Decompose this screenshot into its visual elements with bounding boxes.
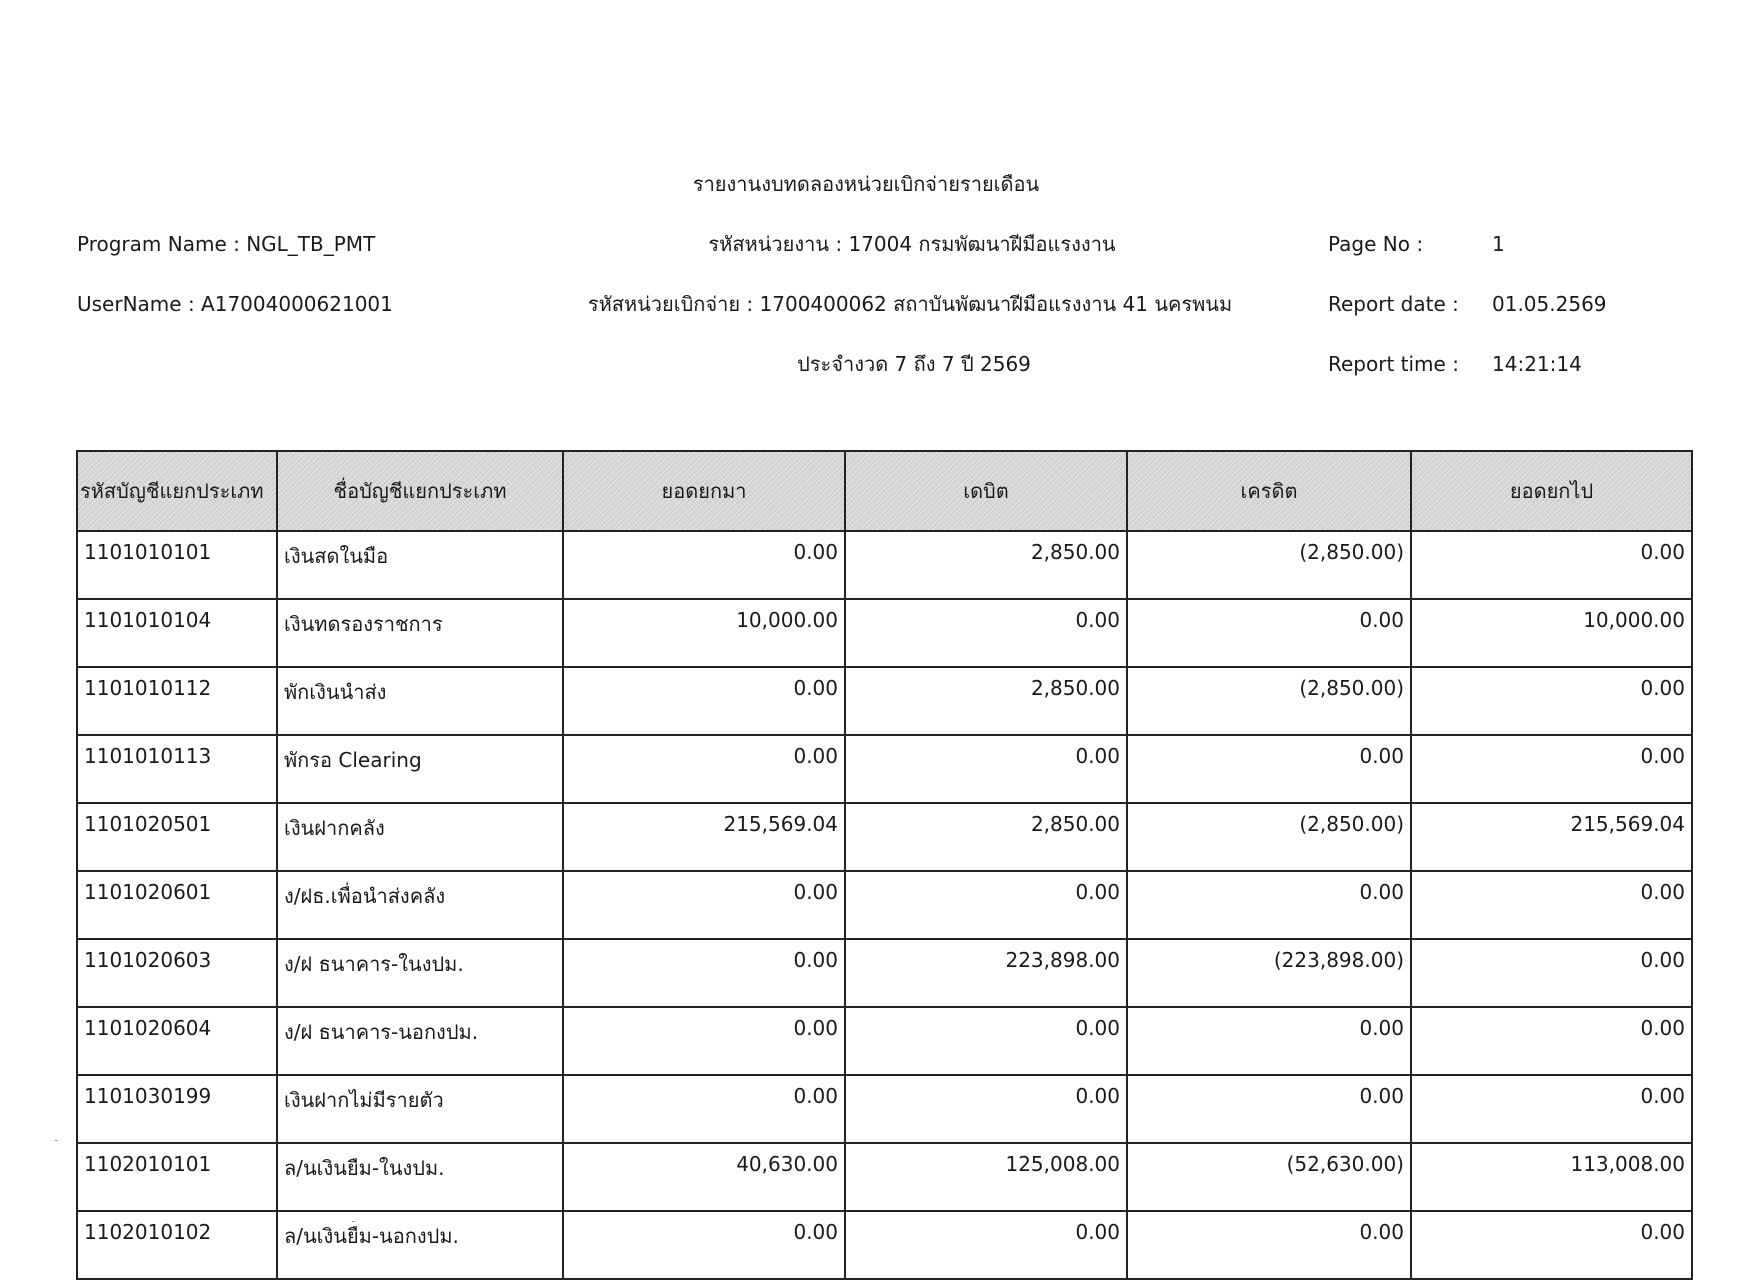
report-date-label: Report date : <box>1328 292 1459 316</box>
account-code: 1102010101 <box>77 1143 277 1211</box>
account-code: 1101010113 <box>77 735 277 803</box>
carried-forward: 0.00 <box>1411 531 1692 599</box>
debit: 0.00 <box>845 1075 1127 1143</box>
account-name: พักเงินนำส่ง <box>277 667 563 735</box>
carried-forward: 0.00 <box>1411 1211 1692 1279</box>
header-account-code: รหัสบัญชีแยกประเภท <box>77 451 277 531</box>
brought-forward: 0.00 <box>563 667 845 735</box>
account-name: ง/ฝ ธนาคาร-ในงปม. <box>277 939 563 1007</box>
carried-forward: 0.00 <box>1411 871 1692 939</box>
header-debit: เดบิต <box>845 451 1127 531</box>
table-header-row <box>77 451 1692 531</box>
header-brought-forward: ยอดยกมา <box>563 451 845 531</box>
account-name: เงินฝากไม่มีรายตัว <box>277 1075 563 1143</box>
table-row <box>77 939 1692 1007</box>
credit: (2,850.00) <box>1127 531 1411 599</box>
report-title: รายงานงบทดลองหน่วยเบิกจ่ายรายเดือน <box>692 172 1040 196</box>
trial-balance-table <box>76 450 1693 1280</box>
debit: 0.00 <box>845 735 1127 803</box>
credit: 0.00 <box>1127 871 1411 939</box>
debit: 2,850.00 <box>845 667 1127 735</box>
page-no-value: 1 <box>1492 232 1505 256</box>
account-code: 1102010102 <box>77 1211 277 1279</box>
agency-code: รหัสหน่วยงาน : 17004 กรมพัฒนาฝีมือแรงงาน <box>708 232 1116 256</box>
table-row <box>77 531 1692 599</box>
credit: (2,850.00) <box>1127 803 1411 871</box>
table-row <box>77 1007 1692 1075</box>
account-code: 1101010101 <box>77 531 277 599</box>
table-row <box>77 599 1692 667</box>
account-name: ง/ฝธ.เพื่อนำส่งคลัง <box>277 871 563 939</box>
account-code: 1101010112 <box>77 667 277 735</box>
brought-forward: 10,000.00 <box>563 599 845 667</box>
brought-forward: 0.00 <box>563 1007 845 1075</box>
account-code: 1101010104 <box>77 599 277 667</box>
brought-forward: 0.00 <box>563 871 845 939</box>
user-name: UserName : A17004000621001 <box>77 292 393 316</box>
header-account-name: ชื่อบัญชีแยกประเภท <box>277 451 563 531</box>
header-carried-forward: ยอดยกไป <box>1411 451 1692 531</box>
carried-forward: 0.00 <box>1411 1075 1692 1143</box>
debit: 0.00 <box>845 871 1127 939</box>
scan-speck <box>352 1221 355 1222</box>
credit: (223,898.00) <box>1127 939 1411 1007</box>
account-name: พักรอ Clearing <box>277 735 563 803</box>
account-code: 1101020604 <box>77 1007 277 1075</box>
debit: 2,850.00 <box>845 803 1127 871</box>
account-name: ล/นเงินยืม-นอกงปม. <box>277 1211 563 1279</box>
debit: 0.00 <box>845 1211 1127 1279</box>
carried-forward: 0.00 <box>1411 1007 1692 1075</box>
carried-forward: 215,569.04 <box>1411 803 1692 871</box>
table-row <box>77 871 1692 939</box>
account-code: 1101020501 <box>77 803 277 871</box>
credit: 0.00 <box>1127 735 1411 803</box>
table-row <box>77 735 1692 803</box>
credit: (2,850.00) <box>1127 667 1411 735</box>
page-no-label: Page No : <box>1328 232 1424 256</box>
carried-forward: 0.00 <box>1411 735 1692 803</box>
credit: 0.00 <box>1127 1007 1411 1075</box>
table-row <box>77 1211 1692 1279</box>
account-code: 1101020601 <box>77 871 277 939</box>
report-period: ประจำงวด 7 ถึง 7 ปี 2569 <box>797 352 1031 376</box>
brought-forward: 215,569.04 <box>563 803 845 871</box>
brought-forward: 0.00 <box>563 531 845 599</box>
table-row <box>77 1143 1692 1211</box>
scan-speck <box>55 1140 58 1141</box>
header-credit: เครดิต <box>1127 451 1411 531</box>
brought-forward: 0.00 <box>563 1211 845 1279</box>
carried-forward: 113,008.00 <box>1411 1143 1692 1211</box>
credit: 0.00 <box>1127 1075 1411 1143</box>
carried-forward: 0.00 <box>1411 939 1692 1007</box>
account-name: ล/นเงินยืม-ในงปม. <box>277 1143 563 1211</box>
report-date-value: 01.05.2569 <box>1492 292 1607 316</box>
debit: 2,850.00 <box>845 531 1127 599</box>
account-name: เงินสดในมือ <box>277 531 563 599</box>
debit: 0.00 <box>845 599 1127 667</box>
disbursing-unit: รหัสหน่วยเบิกจ่าย : 1700400062 สถาบันพัฒนาฝีมือแรงงาน 41 นครพนม <box>587 292 1233 316</box>
account-name: ง/ฝ ธนาคาร-นอกงปม. <box>277 1007 563 1075</box>
debit: 125,008.00 <box>845 1143 1127 1211</box>
account-code: 1101030199 <box>77 1075 277 1143</box>
credit: 0.00 <box>1127 1211 1411 1279</box>
program-name: Program Name : NGL_TB_PMT <box>77 232 376 256</box>
debit: 0.00 <box>845 1007 1127 1075</box>
brought-forward: 0.00 <box>563 939 845 1007</box>
table-row <box>77 1075 1692 1143</box>
brought-forward: 0.00 <box>563 735 845 803</box>
account-name: เงินฝากคลัง <box>277 803 563 871</box>
credit: (52,630.00) <box>1127 1143 1411 1211</box>
carried-forward: 10,000.00 <box>1411 599 1692 667</box>
brought-forward: 0.00 <box>563 1075 845 1143</box>
table-row <box>77 667 1692 735</box>
carried-forward: 0.00 <box>1411 667 1692 735</box>
report-time-label: Report time : <box>1328 352 1459 376</box>
table-row <box>77 803 1692 871</box>
report-time-value: 14:21:14 <box>1492 352 1582 376</box>
credit: 0.00 <box>1127 599 1411 667</box>
brought-forward: 40,630.00 <box>563 1143 845 1211</box>
debit: 223,898.00 <box>845 939 1127 1007</box>
account-code: 1101020603 <box>77 939 277 1007</box>
account-name: เงินทดรองราชการ <box>277 599 563 667</box>
